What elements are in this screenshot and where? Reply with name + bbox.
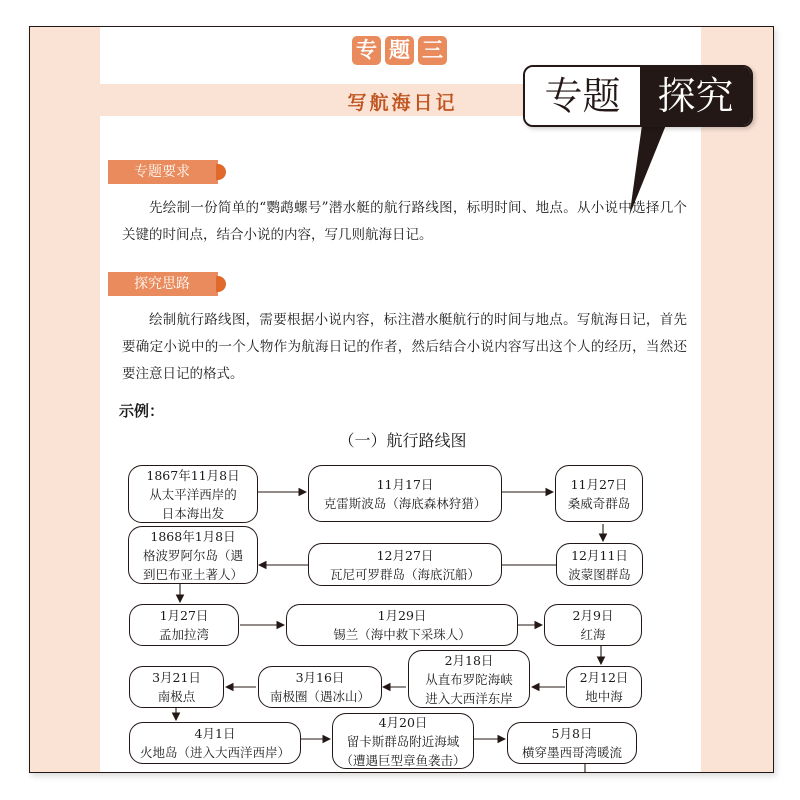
route-node (332, 713, 474, 769)
section-tab-requirements: 专题要求 (108, 160, 218, 184)
route-node (286, 604, 518, 646)
bubble-right-text: 探究 (640, 67, 751, 125)
node-place: 红海 (580, 627, 606, 642)
node-place: 从太平洋西岸的 (149, 486, 237, 502)
node-place: 进入大西洋东岸 (425, 690, 513, 706)
node-place: 波蒙图群岛 (568, 566, 631, 582)
flow-arrows (30, 27, 774, 773)
route-node (408, 650, 530, 708)
node-place: 瓦尼可罗群岛（海底沉船） (329, 566, 480, 582)
node-date: 2月12日 (579, 670, 629, 685)
route-node (129, 604, 239, 646)
node-date: 11月27日 (570, 476, 628, 492)
node-date: 1867年11月8日 (146, 467, 240, 483)
route-node (556, 543, 643, 586)
route-node (128, 465, 258, 523)
bubble-left-text: 专题 (525, 67, 640, 125)
approach-paragraph: 绘制航行路线图，需要根据小说内容，标注潜水艇航行的时间与地点。写航海日记，首先要确定小说中的一个人物作为航海日记的作者，然后结合小说内容写出这个人的经历，当然还要注意日记的格式。 (122, 312, 687, 382)
route-node (258, 666, 382, 708)
node-date: 5月8日 (551, 726, 593, 741)
node-place: 克雷斯波岛（海底森林狩猎） (323, 495, 487, 511)
node-place: 南极点 (157, 689, 196, 704)
route-flowchart (30, 27, 774, 773)
node-place: 到巴布亚土著人） (142, 566, 243, 582)
node-place: 火地岛（进入大西洋西岸） (139, 745, 290, 760)
node-place: 从直布罗陀海峡 (425, 671, 513, 687)
node-place: 横穿墨西哥湾暖流 (521, 745, 622, 760)
series-badge-char: 专 (352, 36, 381, 65)
series-badge-char: 题 (385, 36, 414, 65)
node-date: 1868年1月8日 (150, 528, 236, 544)
node-place: 日本海出发 (161, 505, 225, 521)
node-date: 1月27日 (159, 608, 209, 623)
route-node (555, 465, 643, 522)
node-date: 4月1日 (194, 726, 236, 741)
route-node (129, 722, 301, 764)
requirements-paragraph: 先绘制一份简单的“鹦鹉螺号”潜水艇的航行路线图，标明时间、地点。从小说中选择几个关键的时间点，结合小说的内容，写几则航海日记。 (122, 200, 687, 243)
section-tab-approach: 探究思路 (108, 272, 218, 296)
node-place: 孟加拉湾 (158, 627, 209, 642)
node-date: 12月27日 (376, 547, 434, 563)
route-node (566, 666, 642, 708)
node-date: 2月18日 (444, 652, 494, 668)
route-node (544, 604, 642, 646)
route-node (308, 543, 502, 586)
node-date: 3月21日 (152, 670, 201, 685)
series-badge-char: 三 (418, 36, 447, 65)
node-place: 地中海 (585, 689, 623, 704)
node-place: 锡兰（海中救下采珠人） (333, 627, 471, 642)
diagram-title: （一）航行路线图 (338, 431, 467, 450)
route-node (507, 722, 637, 764)
node-date: 11月17日 (376, 476, 434, 492)
node-place: 格波罗阿尔岛（遇 (142, 547, 243, 563)
route-node (129, 666, 224, 708)
route-node (128, 526, 258, 584)
node-date: 4月20日 (378, 714, 428, 730)
node-date: 1月29日 (377, 608, 427, 623)
example-label: 示例： (119, 402, 165, 420)
page-title: 写航海日记 (347, 92, 458, 114)
book-page (29, 26, 774, 773)
node-place: 南极圈（遇冰山） (269, 689, 370, 704)
node-place: 留卡斯群岛附近海域 (346, 733, 460, 749)
node-date: 12月11日 (571, 547, 628, 563)
route-node (308, 465, 502, 522)
node-date: 2月9日 (572, 608, 614, 623)
node-date: 3月16日 (295, 670, 345, 685)
node-place: 桑威奇群岛 (567, 495, 631, 511)
node-place: （遭遇巨型章鱼袭击） (340, 752, 466, 768)
